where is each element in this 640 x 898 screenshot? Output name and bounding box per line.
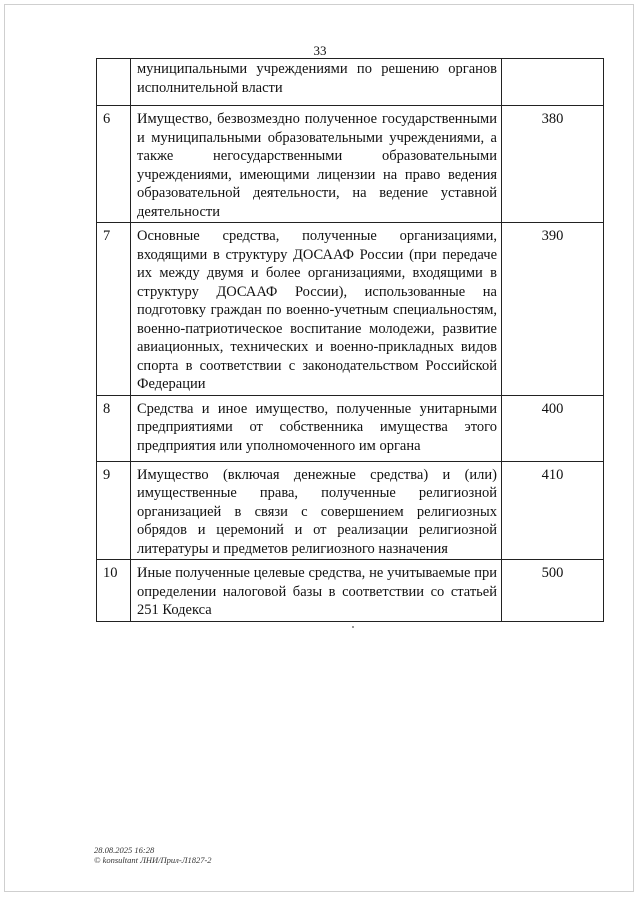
row-number-cell: 10 [97, 560, 131, 622]
footer-document-ref: © konsultant ЛНИ/Прил-Л1827-2 [94, 855, 212, 865]
table-row [97, 59, 604, 106]
row-text-cell: Иные полученные целевые средства, не учитываемые при определении налоговой базы в соответствии со статьей 251 Кодекса [131, 560, 502, 622]
table-row [97, 395, 604, 461]
row-code-cell: 380 [502, 106, 604, 223]
row-number-cell: 8 [97, 395, 131, 461]
row-code-cell [502, 59, 604, 106]
row-text-cell: муниципальными учреждениями по решению органов исполнительной власти [131, 59, 502, 106]
row-text-cell: Имущество (включая денежные средства) и (или) имущественные права, полученные религиозной организацией в связи с совершением религиозных обрядов и церемоний и от реализации религиозной литературы и предметов религиозного назначения [131, 461, 502, 560]
scan-speck [352, 626, 354, 628]
row-number-cell [97, 59, 131, 106]
table-row [97, 223, 604, 396]
row-code-cell: 500 [502, 560, 604, 622]
row-code-cell: 410 [502, 461, 604, 560]
row-text-cell: Средства и иное имущество, полученные унитарными предприятиями от собственника имущества этого предприятия или уполномоченного им органа [131, 395, 502, 461]
table-row [97, 560, 604, 622]
row-code-cell: 390 [502, 223, 604, 396]
table-row [97, 106, 604, 223]
table-row [97, 461, 604, 560]
row-number-cell: 6 [97, 106, 131, 223]
document-footer [94, 845, 212, 865]
row-text-cell: Имущество, безвозмездно полученное государственными и муниципальными образовательными учреждениями, а также негосударственными образовательными учреждениями, имеющими лицензии на право ведения образовательной деятельности, на ведение уставной деятельности [131, 106, 502, 223]
row-number-cell: 7 [97, 223, 131, 396]
footer-timestamp: 28.08.2025 16:28 [94, 845, 155, 855]
document-table [96, 58, 604, 622]
row-number-cell: 9 [97, 461, 131, 560]
row-code-cell: 400 [502, 395, 604, 461]
page-number: 33 [313, 43, 327, 58]
row-text-cell: Основные средства, полученные организациями, входящими в структуру ДОСААФ России (при передаче их между двумя и более организациями, входящими в структуру ДОСААФ России), использованные на подготовку граждан по военно-учетным специальностям, военно-патриотическое воспитание молодежи, развитие авиационных, технических и военно-прикладных видов спорта в соответствии с законодательством Российской Федерации [131, 223, 502, 396]
